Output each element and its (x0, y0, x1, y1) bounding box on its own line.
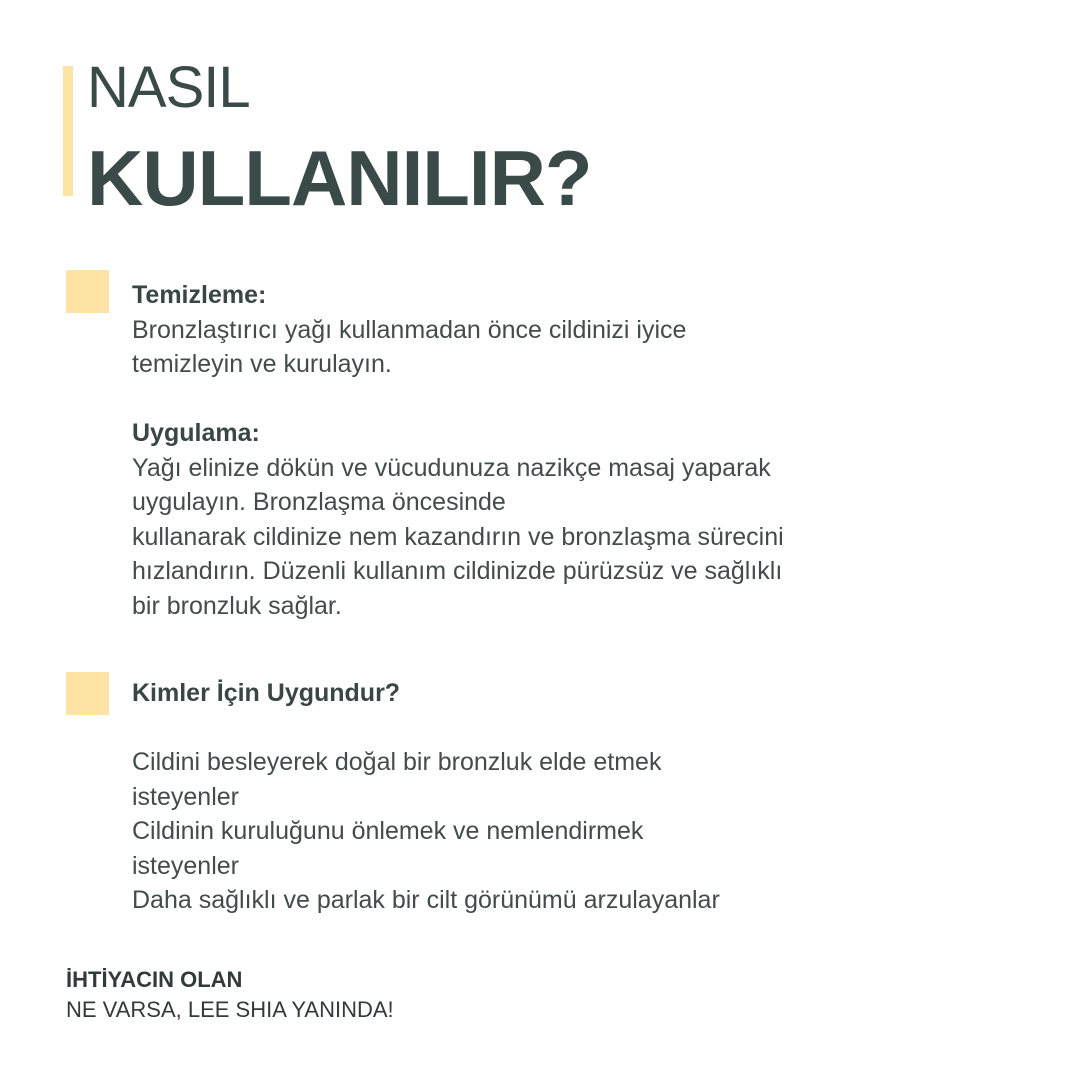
footer-line2: NE VARSA, LEE SHIA YANINDA! (66, 997, 394, 1022)
footer-line1: İHTİYACIN OLAN (66, 967, 243, 992)
body-line: Bronzlaştırıcı yağı kullanmadan önce cildinizi iyice (132, 315, 687, 344)
title-accent-bar (63, 66, 73, 196)
body-line: Daha sağlıklı ve parlak bir cilt görünümü arzulayanlar (132, 886, 720, 914)
page-title-line2: KULLANILIR? (87, 134, 592, 222)
body-line: uygulayın. Bronzlaşma öncesinde (132, 488, 506, 516)
body-line: temizleyin ve kurulayın. (132, 350, 392, 378)
body-line: hızlandırın. Düzenli kullanım cildinizde pürüzsüz ve sağlıklı (132, 557, 783, 585)
section-marker-square (66, 270, 109, 313)
section-suitable (132, 745, 832, 918)
section-heading-suitable: Kimler İçin Uygundur? (132, 679, 401, 707)
section-heading-application: Uygulama: (132, 419, 260, 447)
footer-slogan (66, 965, 394, 1025)
section-suitable-heading (132, 676, 832, 711)
body-line: isteyenler (132, 851, 239, 880)
body-line: Cildini besleyerek doğal bir bronzluk elde etmek (132, 748, 662, 776)
section-application (132, 416, 832, 623)
body-line: Yağı elinize dökün ve vücudunuza nazikçe masaj yaparak (132, 453, 771, 482)
body-line: kullanarak cildinize nem kazandırın ve bronzlaşma sürecini (132, 522, 784, 551)
body-line: Cildinin kuruluğunu önlemek ve nemlendirmek (132, 817, 644, 845)
body-line: isteyenler (132, 782, 239, 811)
body-line: bir bronzluk sağlar. (132, 591, 342, 620)
section-heading-cleaning: Temizleme: (132, 281, 267, 309)
page-title-line1: NASIL (87, 55, 250, 120)
section-marker-square (66, 672, 109, 715)
section-cleaning (132, 278, 832, 382)
